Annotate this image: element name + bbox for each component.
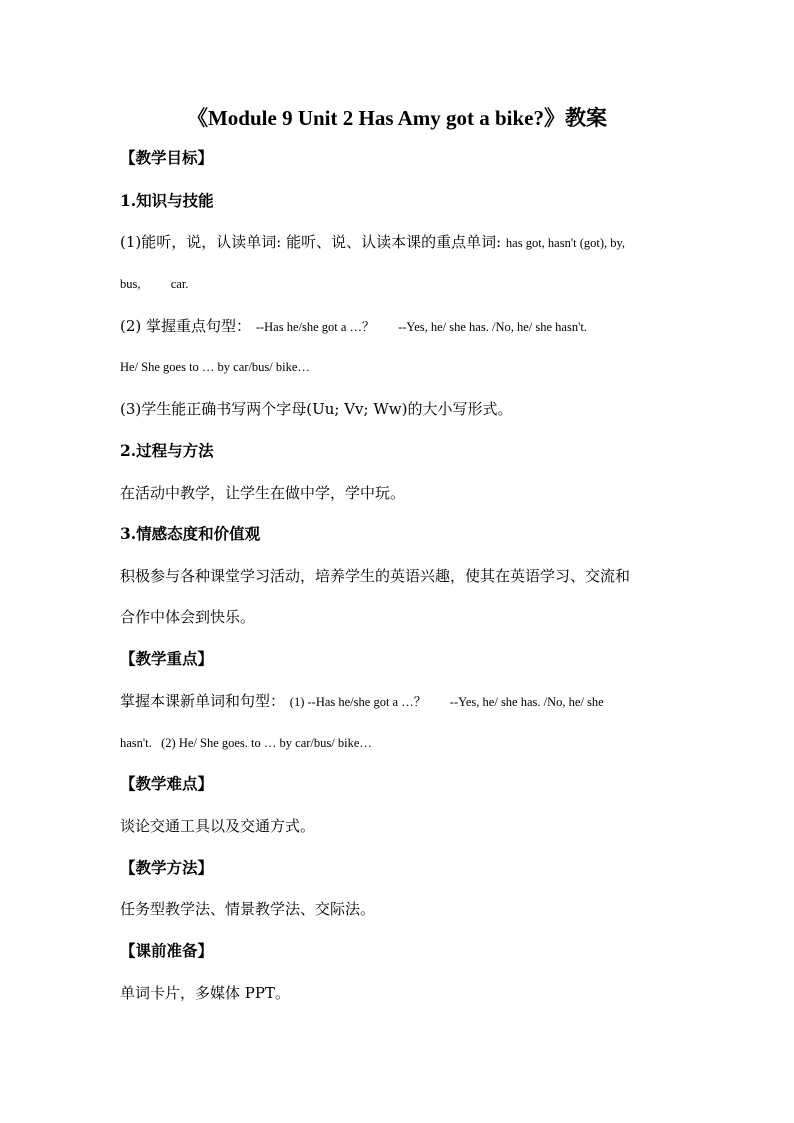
heading-teaching-method: 【教学方法】 (120, 858, 214, 877)
heading-teaching-difficulty: 【教学难点】 (120, 774, 214, 793)
goal-item-1-continued (120, 272, 680, 296)
goal-item-1-cn: (1)能听，说，认读单词: 能听、说、认读本课的重点单词: (120, 233, 502, 251)
emotion-text-line-1: 积极参与各种课堂学习活动，培养学生的英语兴趣，使其在英语学习、交流和 (120, 567, 631, 585)
heading-teaching-focus: 【教学重点】 (120, 649, 214, 668)
goal-item-1-en: has got, hasn't (got), by, (505, 236, 626, 250)
word-car: car. (170, 277, 189, 291)
heading-knowledge-skills: 1.知识与技能 (120, 191, 214, 210)
focus-question: (1) --Has he/she got a …？ (289, 695, 427, 709)
goal-item-3: (3)学生能正确书写两个字母(Uu; Vv; Ww)的大小写形式。 (120, 400, 513, 418)
document-title: 《Module 9 Unit 2 Has Amy got a bike?》教案 (186, 106, 608, 130)
heading-preparation: 【课前准备】 (120, 941, 214, 960)
focus-text (120, 689, 680, 714)
goal-item-2 (120, 314, 680, 339)
preparation-text: 单词卡片，多媒体 PPT。 (120, 984, 290, 1002)
goal-item-2-answer: --Yes, he/ she has. /No, he/ she hasn't. (398, 320, 587, 334)
goal-item-2-continued: He/ She goes to … by car/bus/ bike… (120, 360, 310, 374)
heading-process-method: 2.过程与方法 (120, 441, 214, 460)
focus-answer: --Yes, he/ she has. /No, he/ she (449, 695, 604, 709)
process-text: 在活动中教学，让学生在做中学，学中玩。 (120, 484, 406, 502)
goal-item-2-cn: (2) 掌握重点句型： (120, 317, 252, 335)
heading-teaching-goals: 【教学目标】 (120, 148, 214, 167)
goal-item-1 (120, 230, 680, 255)
focus-text-continued: hasn't. (2) He/ She goes. to … by car/bus/ bike… (120, 736, 372, 750)
focus-cn: 掌握本课新单词和句型： (120, 692, 286, 710)
goal-item-2-question: --Has he/she got a …？ (255, 320, 375, 334)
emotion-text-line-2: 合作中体会到快乐。 (120, 608, 256, 626)
heading-emotion-values: 3.情感态度和价值观 (120, 524, 261, 543)
method-text: 任务型教学法、情景教学法、交际法。 (120, 900, 376, 918)
word-bus: bus, (120, 277, 141, 291)
difficulty-text: 谈论交通工具以及交通方式。 (120, 817, 316, 835)
